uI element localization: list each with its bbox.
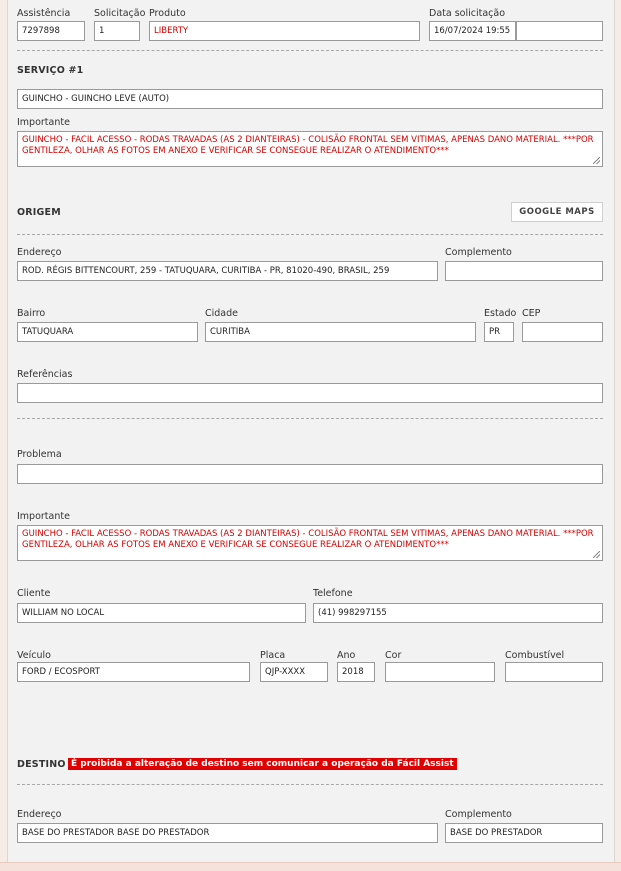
- solicitacao-field[interactable]: 1: [94, 21, 140, 41]
- detalhes-importante-text: GUINCHO - FACIL ACESSO - RODAS TRAVADAS (AS 2 DIANTEIRAS) - COLISÃO FRONTAL SEM VITIMAS, APENAS DANO MATERIAL. ***POR GENTILEZA, OLHAR AS FOTOS EM ANEXO E VERIFICAR SE CONSEGUE REALIZAR O ATENDIMENTO***: [22, 529, 594, 550]
- telefone-field[interactable]: (41) 998297155: [313, 603, 603, 623]
- cliente-label: Cliente: [17, 588, 51, 599]
- veiculo-label: Veículo: [17, 650, 51, 661]
- divider: [17, 50, 603, 51]
- origem-complemento-field[interactable]: [445, 261, 603, 281]
- referencias-label: Referências: [17, 369, 73, 380]
- cor-label: Cor: [385, 650, 402, 661]
- cliente-field[interactable]: WILLIAM NO LOCAL: [17, 603, 306, 623]
- destino-complemento-label: Complemento: [445, 809, 512, 820]
- combustivel-field[interactable]: [505, 662, 603, 682]
- divider: [17, 418, 603, 419]
- destino-endereco-field[interactable]: BASE DO PRESTADOR BASE DO PRESTADOR: [17, 823, 438, 843]
- destino-title: DESTINO: [17, 759, 66, 770]
- servico-importante-textarea[interactable]: [17, 131, 603, 167]
- origem-title: ORIGEM: [17, 207, 61, 218]
- destino-complemento-field[interactable]: BASE DO PRESTADOR: [445, 823, 603, 843]
- data-solicitacao-field[interactable]: 16/07/2024 19:55: [429, 21, 516, 41]
- origem-endereco-field[interactable]: ROD. RÉGIS BITTENCOURT, 259 - TATUQUARA, CURITIBA - PR, 81020-490, BRASIL, 259: [17, 261, 438, 281]
- problema-label: Problema: [17, 449, 62, 460]
- assistencia-label: Assistência: [17, 8, 71, 19]
- ano-label: Ano: [337, 650, 356, 661]
- google-maps-button[interactable]: GOOGLE MAPS: [511, 202, 603, 222]
- assistencia-field[interactable]: 7297898: [17, 21, 85, 41]
- form-panel: [7, 0, 615, 862]
- destino-warning-badge: É proibida a alteração de destino sem comunicar a operação da Fácil Assist: [68, 758, 457, 770]
- cep-field[interactable]: [522, 322, 603, 342]
- destino-endereco-label: Endereço: [17, 809, 62, 820]
- origem-endereco-label: Endereço: [17, 247, 62, 258]
- estado-field[interactable]: PR: [484, 322, 514, 342]
- detalhes-importante-label: Importante: [17, 511, 70, 522]
- solicitacao-label: Solicitação: [94, 8, 146, 19]
- origem-complemento-label: Complemento: [445, 247, 512, 258]
- cidade-field[interactable]: CURITIBA: [205, 322, 476, 342]
- estado-label: Estado: [484, 308, 517, 319]
- bairro-label: Bairro: [17, 308, 46, 319]
- produto-field[interactable]: LIBERTY: [149, 21, 420, 41]
- combustivel-label: Combustível: [505, 650, 565, 661]
- servico-title: SERVIÇO #1: [17, 65, 84, 76]
- servico-field[interactable]: GUINCHO - GUINCHO LEVE (AUTO): [17, 89, 603, 109]
- cidade-label: Cidade: [205, 308, 238, 319]
- detalhes-importante-textarea[interactable]: [17, 525, 603, 561]
- placa-field[interactable]: QJP-XXXX: [260, 662, 328, 682]
- data-solicitacao-extra-field[interactable]: [516, 21, 603, 41]
- telefone-label: Telefone: [313, 588, 353, 599]
- referencias-field[interactable]: [17, 383, 603, 403]
- placa-label: Placa: [260, 650, 286, 661]
- resize-handle-icon[interactable]: [593, 157, 600, 164]
- data-solicitacao-label: Data solicitação: [429, 8, 506, 19]
- cor-field[interactable]: [385, 662, 495, 682]
- divider: [17, 784, 603, 785]
- produto-label: Produto: [149, 8, 186, 19]
- veiculo-field[interactable]: FORD / ECOSPORT: [17, 662, 250, 682]
- servico-importante-label: Importante: [17, 117, 70, 128]
- problema-field[interactable]: [17, 464, 603, 484]
- divider: [17, 234, 603, 235]
- servico-importante-text: GUINCHO - FACIL ACESSO - RODAS TRAVADAS (AS 2 DIANTEIRAS) - COLISÃO FRONTAL SEM VITIMAS, APENAS DANO MATERIAL. ***POR GENTILEZA, OLHAR AS FOTOS EM ANEXO E VERIFICAR SE CONSEGUE REALIZAR O ATENDIMENTO***: [22, 135, 594, 156]
- resize-handle-icon[interactable]: [593, 551, 600, 558]
- bairro-field[interactable]: TATUQUARA: [17, 322, 198, 342]
- ano-field[interactable]: 2018: [337, 662, 375, 682]
- cep-label: CEP: [522, 308, 541, 319]
